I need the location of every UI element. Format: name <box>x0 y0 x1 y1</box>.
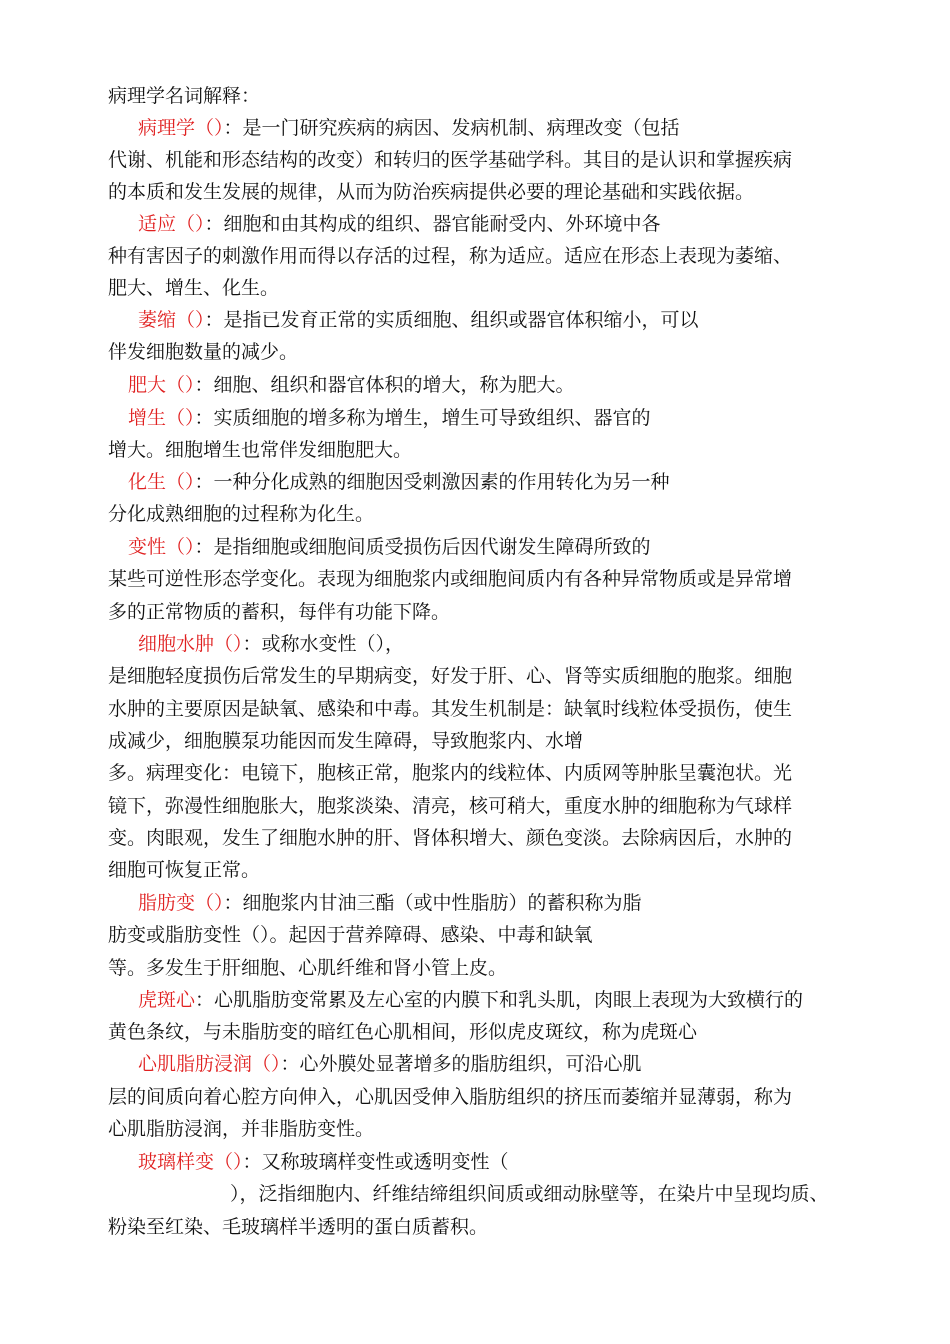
glossary-definition-text: ：心肌脂肪变常累及左心室的内膜下和乳头肌，肉眼上表现为大致横行的 <box>195 989 804 1011</box>
glossary-definition-line: 多的正常物质的蓄积，每伴有功能下降。 <box>108 601 451 623</box>
glossary-definition-line: ），泛指细胞内、纤维结缔组织间质或细动脉壁等，在染片中呈现均质、 <box>230 1183 829 1205</box>
glossary-term: 病理学 <box>138 117 196 139</box>
glossary-definition-line: 成减少，细胞膜泵功能因而发生障碍，导致胞浆内、水增 <box>108 730 584 752</box>
glossary-entry-first-line <box>128 535 651 559</box>
glossary-term-paren: （） <box>195 892 224 914</box>
glossary-entry-first-line <box>138 116 680 140</box>
glossary-definition-line: 心肌脂肪浸润，并非脂肪变性。 <box>108 1118 375 1140</box>
glossary-entry-first-line <box>138 1052 642 1076</box>
glossary-definition-line: 层的间质向着心腔方向伸入，心肌因受伸入脂肪组织的挤压而萎缩并显薄弱，称为 <box>108 1086 793 1108</box>
glossary-term-paren: （） <box>166 471 195 493</box>
glossary-entry-first-line <box>138 212 661 236</box>
glossary-term: 肥大 <box>128 374 167 396</box>
glossary-definition-text: ：细胞浆内甘油三酯（或中性脂肪）的蓄积称为脂 <box>223 892 642 914</box>
glossary-definition-text: ：是指已发育正常的实质细胞、组织或器官体积缩小，可以 <box>204 309 699 331</box>
glossary-definition-line: 变。肉眼观，发生了细胞水肿的肝、肾体积增大、颜色变淡。去除病因后，水肿的 <box>108 827 793 849</box>
glossary-definition-text: ：是一门研究疾病的病因、发病机制、病理改变（包括 <box>223 117 680 139</box>
glossary-entry-first-line <box>128 373 575 397</box>
glossary-entry-first-line <box>128 406 651 430</box>
glossary-term: 玻璃样变 <box>138 1151 215 1173</box>
glossary-term-paren: （） <box>166 374 195 396</box>
glossary-term-paren: （） <box>214 633 243 655</box>
glossary-definition-line: 肪变或脂肪变性（）。起因于营养障碍、感染、中毒和缺氧 <box>108 924 593 946</box>
glossary-term: 虎斑心 <box>138 989 196 1011</box>
glossary-definition-text: ：实质细胞的增多称为增生，增生可导致组织、器官的 <box>194 407 651 429</box>
glossary-definition-line: 细胞可恢复正常。 <box>108 859 261 881</box>
glossary-term: 适应 <box>138 213 177 235</box>
glossary-term: 萎缩 <box>138 309 177 331</box>
glossary-definition-text: ：细胞和由其构成的组织、器官能耐受内、外环境中各 <box>204 213 661 235</box>
glossary-term-paren: （） <box>166 536 195 558</box>
glossary-term: 细胞水肿 <box>138 633 215 655</box>
glossary-entry-first-line <box>138 1150 509 1174</box>
glossary-entry-first-line <box>138 632 404 656</box>
glossary-definition-line: 水肿的主要原因是缺氧、感染和中毒。其发生机制是：缺氧时线粒体受损伤，使生 <box>108 698 793 720</box>
glossary-entry-first-line <box>138 988 803 1012</box>
glossary-definition-text: ：或称水变性（）， <box>242 633 405 655</box>
glossary-term-paren: （） <box>252 1053 281 1075</box>
glossary-definition-line: 镜下，弥漫性细胞胀大，胞浆淡染、清亮，核可稍大，重度水肿的细胞称为气球样 <box>108 795 793 817</box>
glossary-definition-line: 增大。细胞增生也常伴发细胞肥大。 <box>108 439 413 461</box>
glossary-definition-text: ：又称玻璃样变性或透明变性（ <box>242 1151 509 1173</box>
glossary-entry-first-line <box>138 891 642 915</box>
glossary-definition-line: 代谢、机能和形态结构的改变）和转归的医学基础学科。其目的是认识和掌握疾病 <box>108 149 793 171</box>
glossary-definition-line: 种有害因子的刺激作用而得以存活的过程，称为适应。适应在形态上表现为萎缩、 <box>108 245 793 267</box>
glossary-definition-text: ：心外膜处显著增多的脂肪组织，可沿心肌 <box>280 1053 642 1075</box>
glossary-entry-first-line <box>128 470 670 494</box>
glossary-definition-text: ：一种分化成熟的细胞因受刺激因素的作用转化为另一种 <box>194 471 670 493</box>
glossary-term-paren: （） <box>195 117 224 139</box>
glossary-definition-text: ：是指细胞或细胞间质受损伤后因代谢发生障碍所致的 <box>194 536 651 558</box>
glossary-term-paren: （） <box>176 309 205 331</box>
glossary-term-paren: （） <box>176 213 205 235</box>
glossary-definition-line: 粉染至红染、毛玻璃样半透明的蛋白质蓄积。 <box>108 1216 489 1238</box>
glossary-definition-line: 某些可逆性形态学变化。表现为细胞浆内或细胞间质内有各种异常物质或是异常增 <box>108 568 793 590</box>
document-heading: 病理学名词解释： <box>108 85 261 107</box>
glossary-definition-text: ：细胞、组织和器官体积的增大，称为肥大。 <box>194 374 575 396</box>
glossary-term-paren: （） <box>214 1151 243 1173</box>
glossary-definition-line: 黄色条纹，与未脂肪变的暗红色心肌相间，形似虎皮斑纹，称为虎斑心 <box>108 1021 698 1043</box>
glossary-entry-first-line <box>138 308 699 332</box>
glossary-definition-line: 肥大、增生、化生。 <box>108 277 280 299</box>
glossary-term-paren: （） <box>166 407 195 429</box>
glossary-term: 增生 <box>128 407 167 429</box>
glossary-term: 脂肪变 <box>138 892 196 914</box>
glossary-term: 化生 <box>128 471 167 493</box>
glossary-term: 心肌脂肪浸润 <box>138 1053 253 1075</box>
glossary-definition-line: 分化成熟细胞的过程称为化生。 <box>108 503 375 525</box>
glossary-term: 变性 <box>128 536 167 558</box>
glossary-definition-line: 等。多发生于肝细胞、心肌纤维和肾小管上皮。 <box>108 957 508 979</box>
glossary-definition-line: 的本质和发生发展的规律，从而为防治疾病提供必要的理论基础和实践依据。 <box>108 181 755 203</box>
glossary-definition-line: 是细胞轻度损伤后常发生的早期病变，好发于肝、心、肾等实质细胞的胞浆。细胞 <box>108 665 793 687</box>
glossary-definition-line: 多。病理变化：电镜下，胞核正常，胞浆内的线粒体、内质网等肿胀呈囊泡状。光 <box>108 762 793 784</box>
glossary-definition-line: 伴发细胞数量的减少。 <box>108 341 299 363</box>
